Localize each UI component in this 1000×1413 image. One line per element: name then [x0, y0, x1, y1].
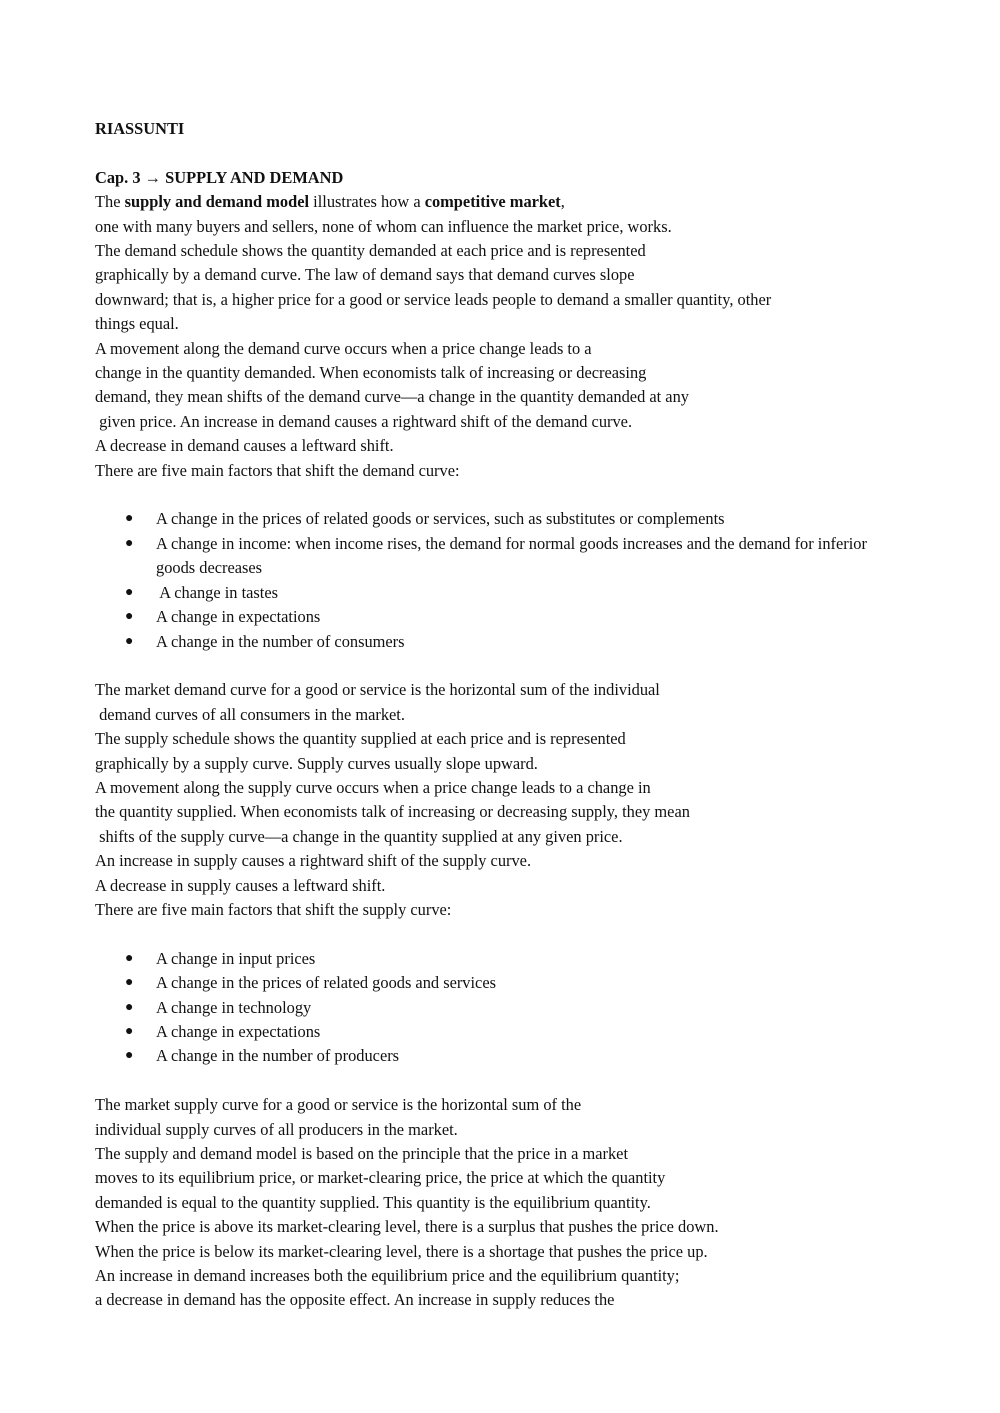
text-line: downward; that is, a higher price for a good or service leads people to demand a smaller quantity, other	[95, 289, 772, 309]
equilibrium-paragraph	[95, 1093, 915, 1313]
text-line: There are five main factors that shift the demand curve:	[95, 460, 460, 480]
text-line: There are five main factors that shift the supply curve:	[95, 899, 452, 919]
text-line: given price. An increase in demand causes a rightward shift of the demand curve.	[95, 411, 633, 431]
text-line: things equal.	[95, 314, 179, 334]
list-item: ● A change in input prices	[95, 947, 915, 971]
text-line: demand curves of all consumers in the market.	[95, 704, 405, 724]
supply-factors-list	[95, 947, 915, 1069]
list-item: ● A change in the prices of related goods and services	[95, 971, 915, 995]
demand-factors-list	[95, 507, 915, 653]
bullet-icon: ●	[125, 584, 134, 600]
text-line: The market supply curve for a good or service is the horizontal sum of the	[95, 1095, 582, 1115]
list-item: ● A change in expectations	[95, 1020, 915, 1044]
spacer	[95, 654, 915, 678]
text-line: a decrease in demand has the opposite effect. An increase in supply reduces the	[95, 1290, 615, 1310]
text-line: The supply and demand model is based on the principle that the price in a market	[95, 1143, 628, 1163]
text-line: The demand schedule shows the quantity demanded at each price and is represented	[95, 241, 646, 261]
bullet-icon: ●	[125, 1048, 134, 1064]
text-line: graphically by a demand curve. The law of demand says that demand curves slope	[95, 265, 635, 285]
bullet-icon: ●	[125, 950, 134, 966]
bullet-icon: ●	[125, 1023, 134, 1039]
bullet-icon: ●	[125, 975, 134, 991]
supply-paragraph	[95, 678, 915, 922]
text-line: An increase in supply causes a rightward shift of the supply curve.	[95, 851, 532, 871]
text-line: An increase in demand increases both the equilibrium price and the equilibrium quantity;	[95, 1266, 680, 1286]
text-line: A movement along the demand curve occurs when a price change leads to a	[95, 338, 592, 358]
text-line: individual supply curves of all producers in the market.	[95, 1119, 458, 1139]
text-line: A movement along the supply curve occurs when a price change leads to a change in	[95, 777, 651, 797]
text-line: graphically by a supply curve. Supply curves usually slope upward.	[95, 753, 538, 773]
text-line: The market demand curve for a good or service is the horizontal sum of the individual	[95, 680, 660, 700]
bullet-icon: ●	[125, 511, 134, 527]
text-line: shifts of the supply curve—a change in the quantity supplied at any given price.	[95, 826, 623, 846]
spacer	[95, 922, 915, 946]
intro-line: The supply and demand model illustrates how a competitive market,	[95, 192, 565, 212]
list-item: ● A change in the prices of related goods or services, such as substitutes or complements	[95, 507, 915, 531]
spacer	[95, 483, 915, 507]
list-item: ● A change in expectations	[95, 605, 915, 629]
text-line: The supply schedule shows the quantity supplied at each price and is represented	[95, 729, 626, 749]
text-line: A decrease in demand causes a leftward shift.	[95, 436, 394, 456]
text-line: When the price is below its market-clearing level, there is a shortage that pushes the price up.	[95, 1241, 708, 1261]
document-title: RIASSUNTI	[95, 119, 185, 138]
list-item: ● A change in the number of consumers	[95, 630, 915, 654]
list-item: ● A change in income: when income rises, the demand for normal goods increases and the demand for inferior goods decreases	[125, 533, 867, 578]
list-item: ● A change in tastes	[95, 581, 915, 605]
bullet-icon: ●	[125, 609, 134, 625]
chapter-title: Cap. 3 → SUPPLY AND DEMAND	[95, 167, 344, 187]
document-page	[95, 117, 915, 1313]
spacer	[95, 1069, 915, 1093]
text-line: change in the quantity demanded. When economists talk of increasing or decreasing	[95, 363, 647, 383]
bullet-icon: ●	[125, 633, 134, 649]
spacer	[95, 141, 915, 165]
text-line: demanded is equal to the quantity supplied. This quantity is the equilibrium quantity.	[95, 1192, 651, 1212]
list-item: ● A change in technology	[95, 996, 915, 1020]
bullet-icon: ●	[125, 535, 134, 551]
bullet-icon: ●	[125, 999, 134, 1015]
text-line: one with many buyers and sellers, none of whom can influence the market price, works.	[95, 216, 672, 236]
text-line: moves to its equilibrium price, or market-clearing price, the price at which the quantity	[95, 1168, 666, 1188]
text-line: When the price is above its market-clearing level, there is a surplus that pushes the price down.	[95, 1217, 719, 1237]
text-line: demand, they mean shifts of the demand curve—a change in the quantity demanded at any	[95, 387, 689, 407]
list-item: ● A change in the number of producers	[95, 1044, 915, 1068]
text-line: A decrease in supply causes a leftward shift.	[95, 875, 386, 895]
text-line: the quantity supplied. When economists talk of increasing or decreasing supply, they mean	[95, 802, 690, 822]
demand-paragraph	[95, 215, 915, 483]
